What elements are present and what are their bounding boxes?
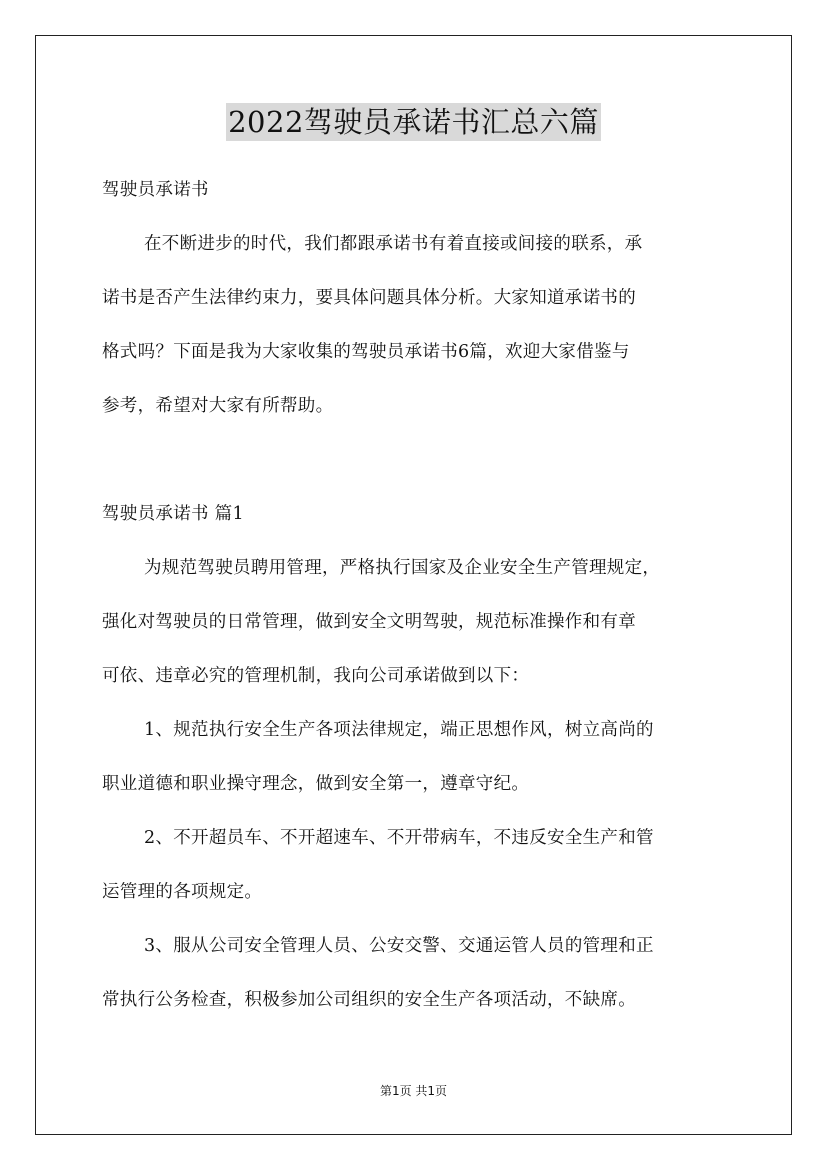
body-line: 1、规范执行安全生产各项法律规定，端正思想作风，树立高尚的	[144, 720, 654, 740]
intro-line: 格式吗？下面是我为大家收集的驾驶员承诺书6篇，欢迎大家借鉴与	[102, 342, 630, 362]
body-line: 2、不开超员车、不开超速车、不开带病车，不违反安全生产和管	[144, 828, 654, 848]
intro-line: 在不断进步的时代，我们都跟承诺书有着直接或间接的联系，承	[144, 234, 643, 254]
section-heading: 驾驶员承诺书 篇1	[102, 504, 244, 524]
body-line: 可依、违章必究的管理机制，我向公司承诺做到以下：	[102, 666, 530, 686]
body-line: 常执行公务检查，积极参加公司组织的安全生产各项活动，不缺席。	[102, 990, 636, 1010]
document-title-text: 2022驾驶员承诺书汇总六篇	[228, 105, 599, 139]
body-line: 3、服从公司安全管理人员、公安交警、交通运管人员的管理和正	[144, 936, 654, 956]
paragraph-gap	[102, 433, 727, 487]
body-line: 运管理的各项规定。	[102, 882, 263, 902]
page-footer: 第1页 共1页	[379, 1084, 448, 1098]
document-body	[102, 163, 727, 1027]
document-title	[0, 98, 827, 146]
body-line: 强化对驾驶员的日常管理，做到安全文明驾驶，规范标准操作和有章	[102, 612, 636, 632]
intro-line: 诺书是否产生法律约束力，要具体问题具体分析。大家知道承诺书的	[102, 288, 636, 308]
body-line: 职业道德和职业操守理念，做到安全第一，遵章守纪。	[102, 774, 530, 794]
intro-line: 参考，希望对大家有所帮助。	[102, 396, 334, 416]
body-line: 为规范驾驶员聘用管理，严格执行国家及企业安全生产管理规定，	[144, 558, 661, 578]
section-heading: 驾驶员承诺书	[102, 180, 209, 200]
